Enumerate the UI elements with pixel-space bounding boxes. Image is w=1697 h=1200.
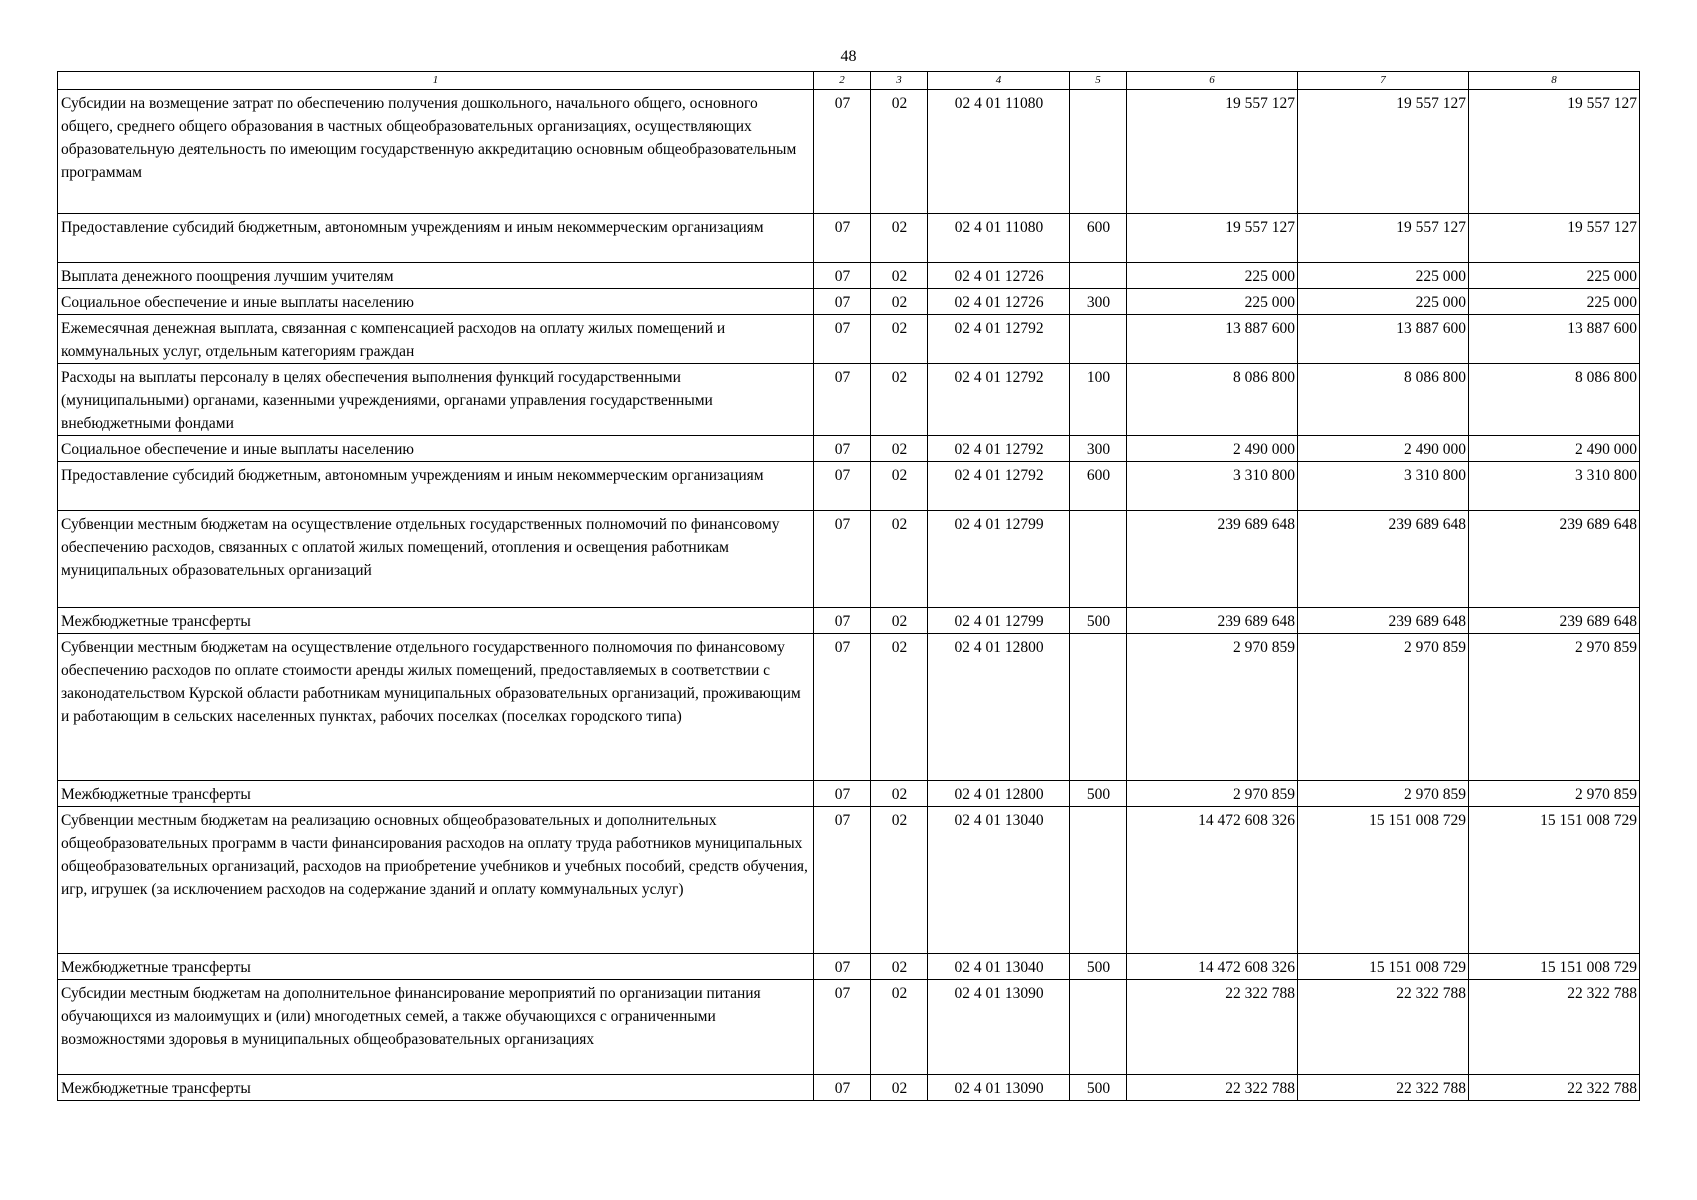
expense-type-code: 500 xyxy=(1070,1075,1127,1101)
section-code: 07 xyxy=(814,980,871,1075)
amount-col-6: 8 086 800 xyxy=(1127,364,1298,436)
amount-col-8: 2 970 859 xyxy=(1469,781,1640,807)
amount-col-7: 22 322 788 xyxy=(1298,1075,1469,1101)
column-number: 6 xyxy=(1127,72,1298,90)
subsection-code: 02 xyxy=(871,214,928,263)
section-code: 07 xyxy=(814,214,871,263)
target-article-code: 02 4 01 12792 xyxy=(928,364,1070,436)
target-article-code: 02 4 01 12799 xyxy=(928,608,1070,634)
amount-col-8: 2 970 859 xyxy=(1469,634,1640,781)
expense-type-code: 500 xyxy=(1070,781,1127,807)
amount-col-6: 22 322 788 xyxy=(1127,980,1298,1075)
amount-col-8: 225 000 xyxy=(1469,263,1640,289)
column-number: 5 xyxy=(1070,72,1127,90)
section-code: 07 xyxy=(814,634,871,781)
amount-col-7: 3 310 800 xyxy=(1298,462,1469,511)
subsection-code: 02 xyxy=(871,980,928,1075)
page-number: 48 xyxy=(840,48,857,65)
item-name: Субвенции местным бюджетам на реализацию основных общеобразовательных и дополнительных общеобразовательных программ в части финансирования расходов на оплату труда работников муниципальных общеобразовательных организаций, расходов на приобретение учебников и учебных пособий, средств обучения, игр, игрушек (за исключением расходов на содержание зданий и оплату коммунальных услуг) xyxy=(58,807,814,954)
subsection-code: 02 xyxy=(871,263,928,289)
subsection-code: 02 xyxy=(871,436,928,462)
column-number: 1 xyxy=(58,72,814,90)
amount-col-6: 239 689 648 xyxy=(1127,608,1298,634)
amount-col-7: 225 000 xyxy=(1298,263,1469,289)
amount-col-6: 239 689 648 xyxy=(1127,511,1298,608)
section-code: 07 xyxy=(814,608,871,634)
amount-col-6: 22 322 788 xyxy=(1127,1075,1298,1101)
amount-col-6: 14 472 608 326 xyxy=(1127,807,1298,954)
section-code: 07 xyxy=(814,90,871,214)
expense-type-code xyxy=(1070,263,1127,289)
amount-col-7: 239 689 648 xyxy=(1298,608,1469,634)
section-code: 07 xyxy=(814,781,871,807)
table-row xyxy=(58,608,1640,634)
amount-col-7: 8 086 800 xyxy=(1298,364,1469,436)
amount-col-8: 22 322 788 xyxy=(1469,980,1640,1075)
item-name: Субвенции местным бюджетам на осуществление отдельных государственных полномочий по финансовому обеспечению расходов, связанных с оплатой жилых помещений, отопления и освещения работникам муниципальных образовательных организаций xyxy=(58,511,814,608)
target-article-code: 02 4 01 13090 xyxy=(928,1075,1070,1101)
section-code: 07 xyxy=(814,315,871,364)
target-article-code: 02 4 01 12792 xyxy=(928,436,1070,462)
item-name: Предоставление субсидий бюджетным, автономным учреждениям и иным некоммерческим организациям xyxy=(58,214,814,263)
amount-col-7: 15 151 008 729 xyxy=(1298,954,1469,980)
table-row xyxy=(58,634,1640,781)
subsection-code: 02 xyxy=(871,511,928,608)
amount-col-8: 22 322 788 xyxy=(1469,1075,1640,1101)
amount-col-7: 239 689 648 xyxy=(1298,511,1469,608)
item-name: Межбюджетные трансферты xyxy=(58,954,814,980)
column-number: 4 xyxy=(928,72,1070,90)
subsection-code: 02 xyxy=(871,289,928,315)
item-name: Ежемесячная денежная выплата, связанная с компенсацией расходов на оплату жилых помещений и коммунальных услуг, отдельным категориям граждан xyxy=(58,315,814,364)
amount-col-6: 19 557 127 xyxy=(1127,90,1298,214)
item-name: Социальное обеспечение и иные выплаты населению xyxy=(58,436,814,462)
table-row xyxy=(58,781,1640,807)
expense-type-code xyxy=(1070,980,1127,1075)
expense-type-code: 300 xyxy=(1070,289,1127,315)
section-code: 07 xyxy=(814,289,871,315)
section-code: 07 xyxy=(814,462,871,511)
amount-col-6: 3 310 800 xyxy=(1127,462,1298,511)
column-number-row xyxy=(58,72,1640,90)
section-code: 07 xyxy=(814,807,871,954)
column-number: 3 xyxy=(871,72,928,90)
item-name: Субсидии на возмещение затрат по обеспечению получения дошкольного, начального общего, основного общего, среднего общего образования в частных общеобразовательных организациях, осуществляющих образовательную деятельность по имеющим государственную аккредитацию основным общеобразовательным программам xyxy=(58,90,814,214)
item-name: Предоставление субсидий бюджетным, автономным учреждениям и иным некоммерческим организациям xyxy=(58,462,814,511)
table-row xyxy=(58,289,1640,315)
amount-col-8: 8 086 800 xyxy=(1469,364,1640,436)
table-row xyxy=(58,807,1640,954)
amount-col-8: 225 000 xyxy=(1469,289,1640,315)
amount-col-6: 2 970 859 xyxy=(1127,781,1298,807)
table-row xyxy=(58,90,1640,214)
expense-type-code: 600 xyxy=(1070,214,1127,263)
table-row xyxy=(58,315,1640,364)
section-code: 07 xyxy=(814,263,871,289)
section-code: 07 xyxy=(814,511,871,608)
column-number: 7 xyxy=(1298,72,1469,90)
subsection-code: 02 xyxy=(871,1075,928,1101)
section-code: 07 xyxy=(814,436,871,462)
table-body xyxy=(58,72,1640,1101)
column-number: 2 xyxy=(814,72,871,90)
target-article-code: 02 4 01 12799 xyxy=(928,511,1070,608)
amount-col-7: 19 557 127 xyxy=(1298,90,1469,214)
amount-col-6: 19 557 127 xyxy=(1127,214,1298,263)
subsection-code: 02 xyxy=(871,364,928,436)
table-row xyxy=(58,462,1640,511)
target-article-code: 02 4 01 12792 xyxy=(928,462,1070,511)
item-name: Выплата денежного поощрения лучшим учителям xyxy=(58,263,814,289)
amount-col-8: 13 887 600 xyxy=(1469,315,1640,364)
amount-col-7: 22 322 788 xyxy=(1298,980,1469,1075)
item-name: Субсидии местным бюджетам на дополнительное финансирование мероприятий по организации питания обучающихся из малоимущих и (или) многодетных семей, а также обучающихся с ограниченными возможностями здоровья в муниципальных общеобразовательных организациях xyxy=(58,980,814,1075)
section-code: 07 xyxy=(814,1075,871,1101)
expense-type-code: 300 xyxy=(1070,436,1127,462)
amount-col-8: 15 151 008 729 xyxy=(1469,954,1640,980)
amount-col-7: 2 970 859 xyxy=(1298,781,1469,807)
item-name: Межбюджетные трансферты xyxy=(58,608,814,634)
expense-type-code xyxy=(1070,511,1127,608)
target-article-code: 02 4 01 12792 xyxy=(928,315,1070,364)
target-article-code: 02 4 01 13040 xyxy=(928,807,1070,954)
table-row xyxy=(58,364,1640,436)
expense-type-code: 500 xyxy=(1070,954,1127,980)
subsection-code: 02 xyxy=(871,954,928,980)
item-name: Субвенции местным бюджетам на осуществление отдельного государственного полномочия по финансовому обеспечению расходов по оплате стоимости аренды жилых помещений, предоставляемых в соответствии с законодательством Курской области работникам муниципальных образовательных организаций, проживающим и работающим в сельских населенных пунктах, рабочих поселках (поселках городского типа) xyxy=(58,634,814,781)
target-article-code: 02 4 01 13090 xyxy=(928,980,1070,1075)
amount-col-6: 13 887 600 xyxy=(1127,315,1298,364)
subsection-code: 02 xyxy=(871,608,928,634)
item-name: Социальное обеспечение и иные выплаты населению xyxy=(58,289,814,315)
amount-col-6: 225 000 xyxy=(1127,289,1298,315)
target-article-code: 02 4 01 12726 xyxy=(928,263,1070,289)
expense-type-code xyxy=(1070,315,1127,364)
expense-type-code xyxy=(1070,807,1127,954)
subsection-code: 02 xyxy=(871,781,928,807)
amount-col-8: 15 151 008 729 xyxy=(1469,807,1640,954)
amount-col-7: 19 557 127 xyxy=(1298,214,1469,263)
subsection-code: 02 xyxy=(871,462,928,511)
amount-col-6: 2 970 859 xyxy=(1127,634,1298,781)
subsection-code: 02 xyxy=(871,807,928,954)
item-name: Межбюджетные трансферты xyxy=(58,781,814,807)
amount-col-7: 13 887 600 xyxy=(1298,315,1469,364)
amount-col-8: 3 310 800 xyxy=(1469,462,1640,511)
target-article-code: 02 4 01 13040 xyxy=(928,954,1070,980)
amount-col-8: 19 557 127 xyxy=(1469,90,1640,214)
table-row xyxy=(58,980,1640,1075)
amount-col-8: 239 689 648 xyxy=(1469,608,1640,634)
subsection-code: 02 xyxy=(871,634,928,781)
amount-col-6: 2 490 000 xyxy=(1127,436,1298,462)
table-row xyxy=(58,436,1640,462)
expense-type-code xyxy=(1070,90,1127,214)
amount-col-7: 225 000 xyxy=(1298,289,1469,315)
table-row xyxy=(58,214,1640,263)
item-name: Расходы на выплаты персоналу в целях обеспечения выполнения функций государственными (муниципальными) органами, казенными учреждениями, органами управления государственными внебюджетными фондами xyxy=(58,364,814,436)
amount-col-6: 14 472 608 326 xyxy=(1127,954,1298,980)
column-number: 8 xyxy=(1469,72,1640,90)
expense-type-code xyxy=(1070,634,1127,781)
target-article-code: 02 4 01 11080 xyxy=(928,214,1070,263)
table-row xyxy=(58,263,1640,289)
table-row xyxy=(58,1075,1640,1101)
amount-col-7: 2 490 000 xyxy=(1298,436,1469,462)
target-article-code: 02 4 01 12726 xyxy=(928,289,1070,315)
subsection-code: 02 xyxy=(871,90,928,214)
amount-col-8: 2 490 000 xyxy=(1469,436,1640,462)
table-row xyxy=(58,511,1640,608)
expense-type-code: 500 xyxy=(1070,608,1127,634)
amount-col-7: 15 151 008 729 xyxy=(1298,807,1469,954)
expense-type-code: 600 xyxy=(1070,462,1127,511)
amount-col-8: 19 557 127 xyxy=(1469,214,1640,263)
item-name: Межбюджетные трансферты xyxy=(58,1075,814,1101)
amount-col-8: 239 689 648 xyxy=(1469,511,1640,608)
expense-type-code: 100 xyxy=(1070,364,1127,436)
table-row xyxy=(58,954,1640,980)
amount-col-7: 2 970 859 xyxy=(1298,634,1469,781)
target-article-code: 02 4 01 11080 xyxy=(928,90,1070,214)
target-article-code: 02 4 01 12800 xyxy=(928,781,1070,807)
subsection-code: 02 xyxy=(871,315,928,364)
section-code: 07 xyxy=(814,954,871,980)
target-article-code: 02 4 01 12800 xyxy=(928,634,1070,781)
section-code: 07 xyxy=(814,364,871,436)
amount-col-6: 225 000 xyxy=(1127,263,1298,289)
budget-table xyxy=(57,71,1640,1101)
